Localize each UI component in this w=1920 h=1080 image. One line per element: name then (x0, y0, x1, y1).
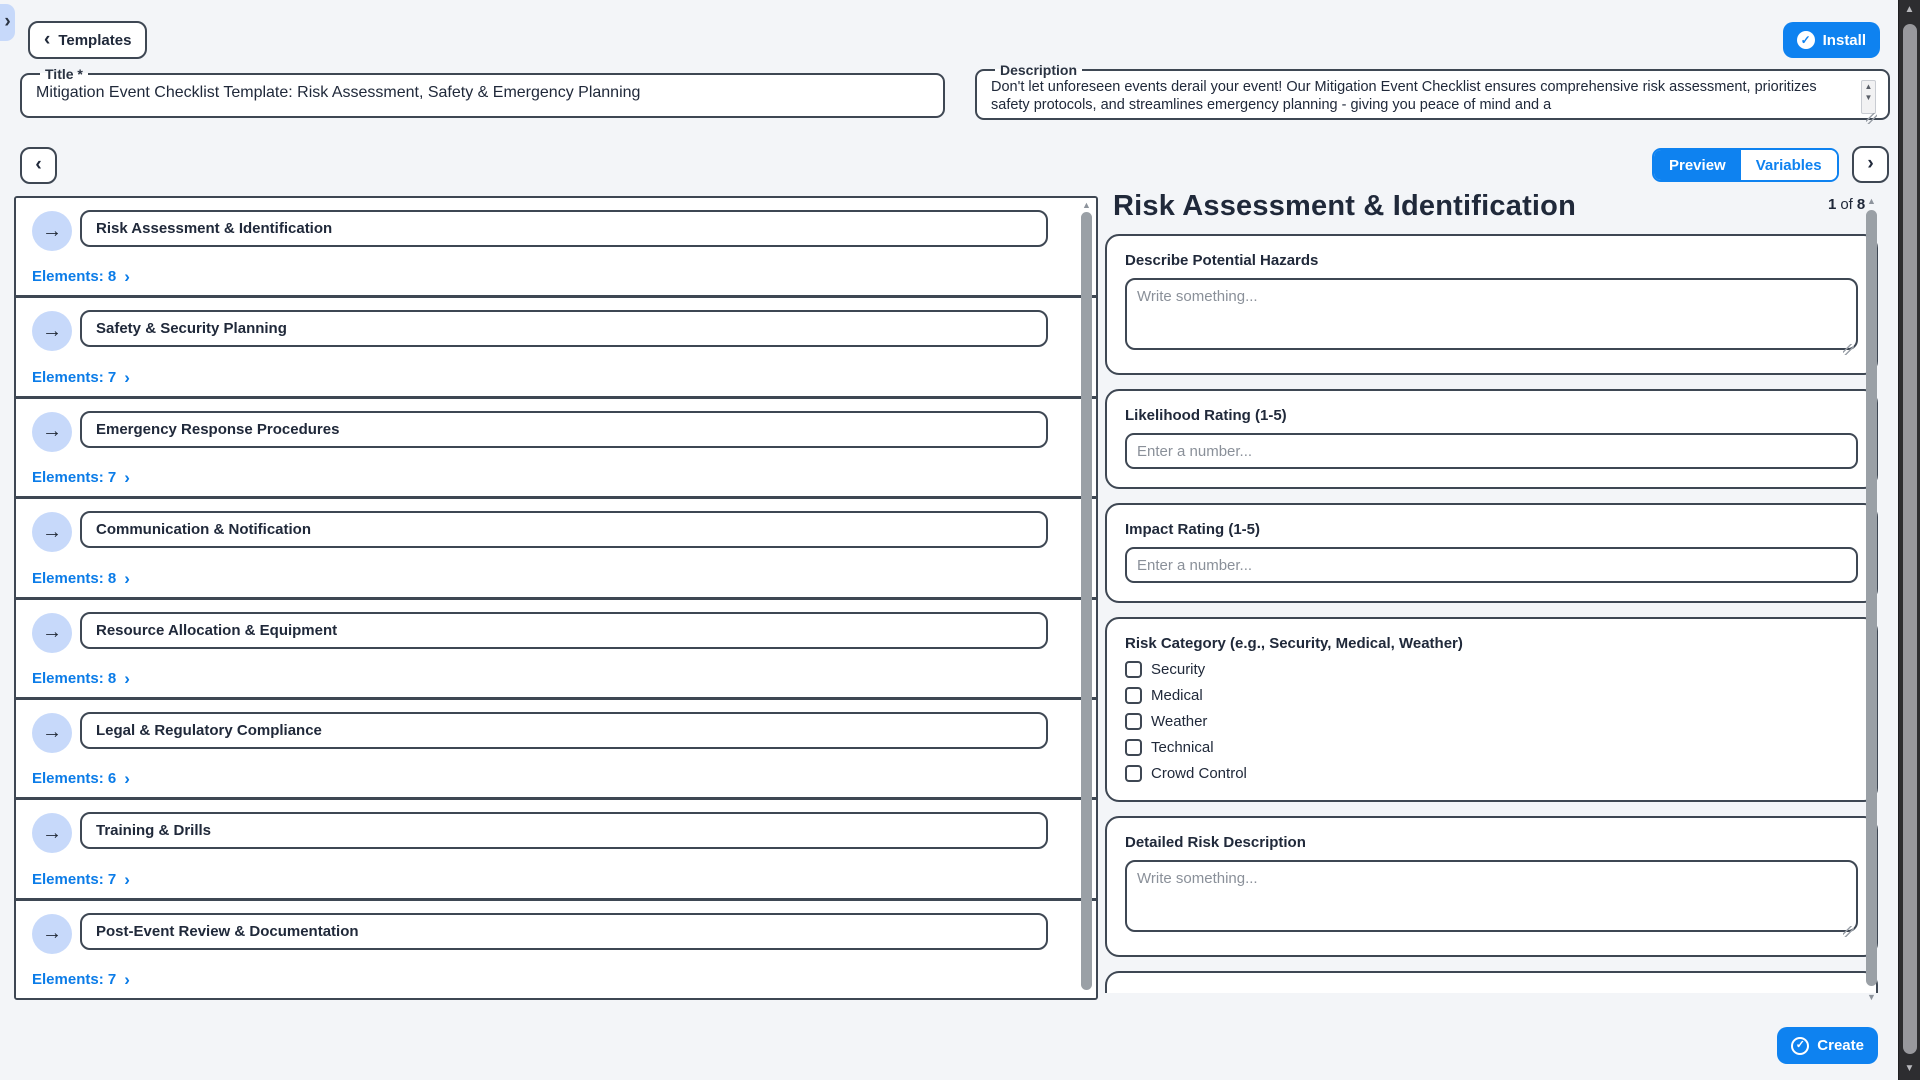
section-title-input[interactable] (80, 511, 1048, 548)
field-number-input[interactable] (1125, 547, 1858, 583)
field-label: Likelihood Rating (1-5) (1125, 407, 1287, 424)
arrow-right-icon: → (42, 922, 62, 945)
resize-handle-icon[interactable] (1866, 113, 1877, 124)
checkbox-icon[interactable] (1125, 661, 1142, 678)
description-textarea[interactable] (987, 78, 1856, 118)
elements-link[interactable] (32, 670, 130, 687)
field-label: Impact Rating (1-5) (1125, 521, 1261, 538)
elements-link[interactable] (32, 268, 130, 285)
checkbox-icon[interactable] (1125, 687, 1142, 704)
elements-count-label: Elements: 8 (32, 569, 117, 587)
sections-list (16, 198, 1096, 998)
title-field-group (20, 66, 945, 118)
arrow-right-icon: → (42, 520, 62, 543)
section-title-input[interactable] (80, 913, 1048, 950)
pager-current: 1 (1828, 196, 1837, 213)
checkbox-icon[interactable] (1125, 739, 1142, 756)
chevron-right-icon: › (124, 267, 130, 287)
checkbox-icon[interactable] (1125, 765, 1142, 782)
checkbox-option[interactable] (1125, 739, 1858, 756)
tab-preview[interactable]: Preview (1654, 150, 1741, 180)
arrow-right-icon: → (42, 721, 62, 744)
elements-count-label: Elements: 7 (32, 870, 117, 888)
checkbox-option-label: Technical (1151, 739, 1214, 756)
title-field-label: Title * (45, 66, 83, 82)
scroll-up-icon[interactable]: ▲ (1904, 4, 1915, 15)
checkbox-icon[interactable] (1125, 713, 1142, 730)
chevron-right-icon: › (124, 970, 130, 989)
chevron-right-icon: › (4, 11, 11, 32)
create-button[interactable] (1777, 1027, 1878, 1064)
field-textarea[interactable] (1125, 860, 1858, 932)
description-scrollbar[interactable] (1861, 80, 1876, 114)
checkbox-option-label: Medical (1151, 687, 1203, 704)
section-title-input[interactable] (80, 310, 1048, 347)
scroll-up-icon[interactable]: ▲ (1082, 200, 1091, 210)
window-scrollbar[interactable] (1898, 0, 1920, 1080)
description-field-label: Description (1000, 62, 1078, 78)
preview-field-card (1105, 389, 1878, 489)
arrow-right-icon: → (42, 420, 62, 443)
arrow-right-icon: → (42, 219, 62, 242)
checkbox-options (1125, 661, 1858, 782)
tab-variables[interactable]: Variables (1741, 150, 1837, 180)
scrollbar-thumb[interactable] (1903, 24, 1917, 1054)
chevron-right-icon: › (124, 869, 130, 889)
elements-count-label: Elements: 8 (32, 669, 117, 687)
section-row (16, 198, 1096, 298)
open-section-button[interactable] (32, 613, 72, 653)
section-row (16, 700, 1096, 800)
open-section-button[interactable] (32, 813, 72, 853)
section-title-input[interactable] (80, 210, 1048, 247)
section-row (16, 399, 1096, 499)
preview-heading: Risk Assessment & Identification (1113, 190, 1577, 222)
section-title-input[interactable] (80, 612, 1048, 649)
elements-count-label: Elements: 7 (32, 368, 117, 386)
section-title-input[interactable] (80, 712, 1048, 749)
open-section-button[interactable] (32, 211, 72, 251)
resize-handle-icon[interactable] (1843, 344, 1854, 355)
preview-variables-toggle (1652, 148, 1839, 182)
elements-link[interactable] (32, 469, 130, 486)
scroll-down-icon[interactable]: ▼ (1864, 93, 1873, 102)
open-section-button[interactable] (32, 713, 72, 753)
prev-section-button[interactable] (20, 147, 57, 184)
preview-field-card (1105, 503, 1878, 603)
open-section-button[interactable] (32, 311, 72, 351)
description-field-group (975, 62, 1890, 120)
pager-total: 8 (1856, 196, 1866, 213)
section-row (16, 499, 1096, 599)
scroll-up-icon[interactable]: ▲ (1864, 82, 1873, 91)
preview-fields-list (1105, 234, 1878, 1006)
field-textarea[interactable] (1125, 278, 1858, 350)
elements-link[interactable] (32, 971, 130, 988)
chevron-right-icon: › (124, 367, 130, 387)
chevron-right-icon: › (1867, 153, 1874, 174)
open-section-button[interactable] (32, 512, 72, 552)
section-title-input[interactable] (80, 411, 1048, 448)
elements-count-label: Elements: 7 (32, 971, 117, 988)
chevron-right-icon: › (124, 769, 130, 789)
field-label: Risk Category (e.g., Security, Medical, Weather) (1125, 635, 1463, 652)
field-label: Describe Potential Hazards (1125, 252, 1319, 269)
arrow-right-icon: → (42, 319, 62, 342)
checkbox-option[interactable] (1125, 713, 1858, 730)
scroll-up-icon[interactable]: ▲ (1867, 196, 1876, 206)
sections-scrollbar[interactable] (1080, 200, 1093, 996)
section-row (16, 800, 1096, 900)
scroll-down-icon[interactable]: ▼ (1867, 992, 1876, 1002)
section-row (16, 901, 1096, 998)
check-circle-icon: ✓ (1797, 31, 1815, 49)
resize-handle-icon[interactable] (1843, 926, 1854, 937)
chevron-left-icon: ‹ (35, 154, 42, 175)
scroll-down-icon[interactable]: ▼ (1904, 1063, 1915, 1074)
arrow-right-icon: → (42, 621, 62, 643)
checkbox-option[interactable] (1125, 765, 1858, 782)
preview-field-card (1105, 617, 1878, 802)
next-section-button[interactable] (1852, 146, 1889, 183)
elements-count-label: Elements: 8 (32, 268, 117, 286)
field-number-input[interactable] (1125, 433, 1858, 469)
check-circle-icon: ✓ (1791, 1037, 1809, 1055)
arrow-right-icon: → (42, 821, 62, 844)
field-label: Detailed Risk Description (1125, 834, 1306, 851)
elements-count-label: Elements: 7 (32, 469, 117, 487)
open-section-button[interactable] (32, 914, 72, 954)
title-input[interactable] (32, 82, 933, 110)
elements-link[interactable] (32, 770, 130, 787)
open-section-button[interactable] (32, 412, 72, 452)
section-row (16, 298, 1096, 398)
chevron-right-icon: › (124, 568, 130, 588)
chevron-left-icon: ‹ (44, 28, 51, 50)
checkbox-option[interactable] (1125, 687, 1858, 704)
scrollbar-thumb[interactable] (1081, 212, 1092, 990)
pager-separator: of (1840, 196, 1853, 213)
elements-link[interactable] (32, 871, 130, 888)
elements-link[interactable] (32, 369, 130, 386)
templates-back-label: Templates (58, 31, 132, 49)
sections-panel (14, 196, 1098, 1000)
section-row (16, 600, 1096, 700)
create-label: Create (1817, 1037, 1864, 1054)
install-label: Install (1822, 31, 1866, 49)
chevron-right-icon: › (124, 468, 130, 488)
preview-field-card (1105, 234, 1878, 375)
checkbox-option[interactable] (1125, 661, 1858, 678)
elements-link[interactable] (32, 570, 130, 587)
elements-count-label: Elements: 6 (32, 770, 117, 788)
preview-field-card-partial (1105, 971, 1878, 993)
section-title-input[interactable] (80, 812, 1048, 849)
preview-scrollbar[interactable] (1865, 196, 1878, 1002)
preview-field-card (1105, 816, 1878, 957)
checkbox-option-label: Crowd Control (1151, 765, 1247, 782)
checkbox-option-label: Weather (1151, 713, 1208, 730)
sidebar-expand-handle[interactable] (0, 4, 15, 41)
checkbox-option-label: Security (1151, 661, 1206, 678)
templates-back-button[interactable] (28, 21, 147, 59)
preview-panel (1105, 190, 1878, 1006)
chevron-right-icon: › (124, 668, 130, 688)
install-button[interactable] (1783, 22, 1880, 58)
scrollbar-thumb[interactable] (1866, 210, 1877, 986)
